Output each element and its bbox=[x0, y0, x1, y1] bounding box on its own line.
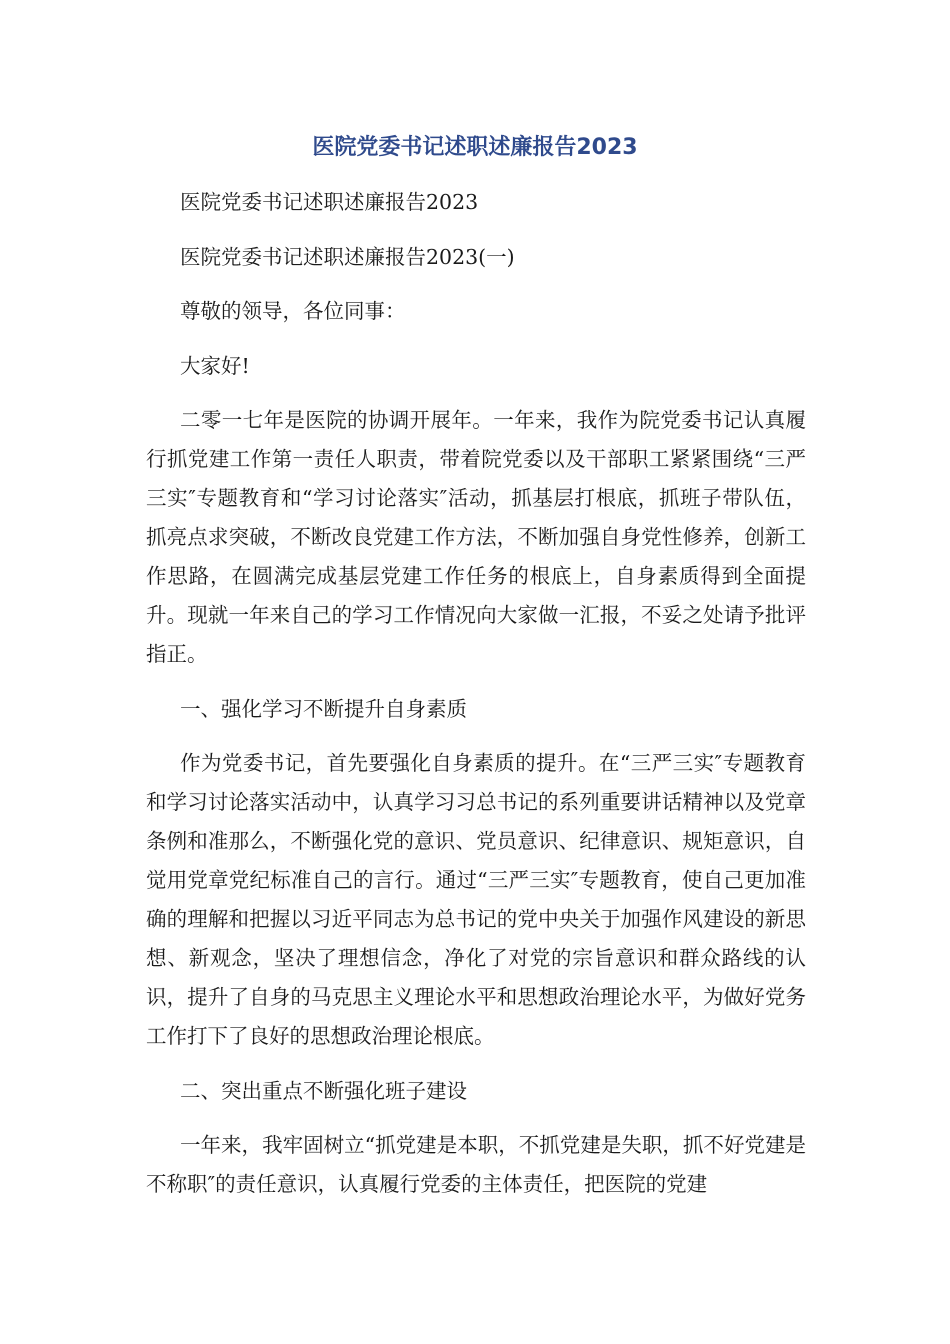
greeting: 大家好! bbox=[180, 353, 250, 378]
section-one-paragraph: 作为党委书记，首先要强化自身素质的提升。在“三严三实″专题教育和学习讨论落实活动中，认真学习习总书记的系列重要讲话精神以及党章条例和准那么，不断强化党的意识、党员意识、纪律意识、规矩意识，自觉用党章党纪标准自己的言行。通过“三严三实″专题教育，使自己更加准确的理解和把握以习近平同志为总书记的党中央关于加强作风建设的新思想、新观念，坚决了理想信念，净化了对党的宗旨意识和群众路线的认识，提升了自身的马克思主义理论水平和思想政治理论水平，为做好党务工作打下了良好的思想政治理论根底。 bbox=[146, 751, 806, 1048]
section-heading-two: 二、突出重点不断强化班子建设 bbox=[180, 1078, 467, 1103]
document-body bbox=[146, 183, 806, 1220]
section-heading-one: 一、强化学习不断提升自身素质 bbox=[180, 696, 467, 721]
subtitle-paragraph: 医院党委书记述职述廉报告2023 bbox=[180, 190, 479, 214]
document-title: 医院党委书记述职述廉报告2023 bbox=[312, 135, 638, 160]
subtitle-part-one: 医院党委书记述职述廉报告2023(一) bbox=[180, 244, 515, 269]
section-two-paragraph: 一年来，我牢固树立“抓党建是本职，不抓党建是失职，抓不好党建是不称职″的责任意识，认真履行党委的主体责任，把医院的党建 bbox=[146, 1133, 806, 1196]
intro-paragraph: 二零一七年是医院的协调开展年。一年来，我作为院党委书记认真履行抓党建工作第一责任人职责，带着院党委以及干部职工紧紧围绕“三严三实″专题教育和“学习讨论落实″活动，抓基层打根底，抓班子带队伍，抓亮点求突破，不断改良党建工作方法，不断加强自身党性修养，创新工作思路，在圆满完成基层党建工作任务的根底上，自身素质得到全面提升。现就一年来自己的学习工作情况向大家做一汇报，不妥之处请予批评指正。 bbox=[146, 408, 806, 666]
salutation: 尊敬的领导，各位同事： bbox=[180, 299, 406, 323]
